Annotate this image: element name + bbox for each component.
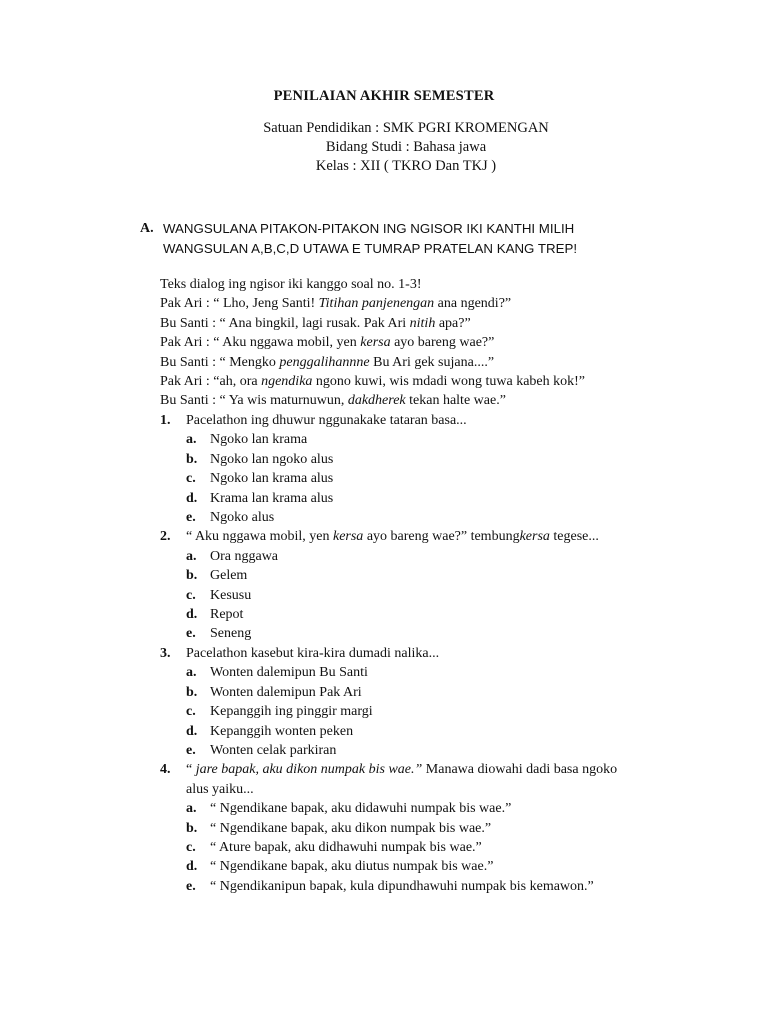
- question-4: [160, 760, 680, 896]
- option-a: a. Ngoko lan krama: [186, 432, 308, 448]
- dialog-line: Pak Ari : “ Aku nggawa mobil, yen kersa ayo bareng wae?”: [160, 335, 495, 351]
- option-c: c. Ngoko lan krama alus: [186, 471, 334, 487]
- dialog-line: Pak Ari : “ah, ora ngendika ngono kuwi, wis mdadi wong tuwa kabeh kok!”: [160, 374, 585, 390]
- question-text-line-2: alus yaiku...: [186, 781, 254, 797]
- section-letter: A.: [140, 221, 154, 236]
- dialog-block: [160, 275, 680, 411]
- question-text: “ Aku nggawa mobil, yen kersa ayo bareng wae?” tembungkersa tegese...: [186, 529, 599, 545]
- question-2: [160, 527, 680, 643]
- instruction-line-1: WANGSULANA PITAKON-PITAKON ING NGISOR IKI KANTHI MILIH: [163, 221, 575, 236]
- question-text: Pacelathon kasebut kira-kira dumadi nalika...: [186, 645, 440, 661]
- option-d: d. Repot: [186, 607, 244, 623]
- option-d: d. Krama lan krama alus: [186, 490, 334, 506]
- option-a: a. Ora nggawa: [186, 548, 279, 564]
- question-number: 2.: [160, 529, 171, 545]
- option-b: b. Ngoko lan ngoko alus: [186, 451, 334, 467]
- subject-info: Bidang Studi : Bahasa jawa: [325, 139, 487, 155]
- option-a: a. “ Ngendikane bapak, aku didawuhi numpak bis wae.”: [186, 801, 512, 817]
- dialog-line: Bu Santi : “ Ana bingkil, lagi rusak. Pak Ari nitih apa?”: [160, 315, 471, 331]
- dialog-line: Pak Ari : “ Lho, Jeng Santi! Titihan panjenengan ana ngendi?”: [160, 296, 512, 312]
- option-e: e. Ngoko alus: [186, 510, 275, 526]
- instruction-line-2: WANGSULAN A,B,C,D UTAWA E TUMRAP PRATELAN KANG TREP!: [163, 240, 578, 256]
- option-d: d. Kepanggih wonten peken: [186, 723, 354, 739]
- option-c: c. Kepanggih ing pinggir margi: [186, 704, 373, 720]
- question-3: [160, 644, 680, 760]
- question-number: 1.: [160, 413, 171, 428]
- dialog-intro: Teks dialog ing ngisor iki kanggo soal no. 1-3!: [160, 277, 422, 292]
- question-text: “ jare bapak, aku dikon numpak bis wae.” Manawa diowahi dadi basa ngoko: [186, 762, 618, 778]
- question-1: [160, 411, 680, 527]
- dialog-line: Bu Santi : “ Ya wis maturnuwun, dakdherek tekan halte wae.”: [160, 393, 506, 409]
- question-number: 3.: [160, 645, 171, 661]
- class-info: Kelas : XII ( TKRO Dan TKJ ): [315, 158, 497, 174]
- question-text: Pacelathon ing dhuwur nggunakake tataran basa...: [186, 413, 467, 428]
- dialog-line: Bu Santi : “ Mengko penggalihannne Bu Ari gek sujana....”: [160, 354, 495, 370]
- option-c: c. “ Ature bapak, aku didhawuhi numpak bis wae.”: [186, 839, 482, 855]
- option-e: e. Seneng: [186, 626, 252, 642]
- option-c: c. Kesusu: [186, 587, 252, 603]
- question-number: 4.: [160, 762, 171, 778]
- option-d: d. “ Ngendikane bapak, aku diutus numpak bis wae.”: [186, 859, 494, 875]
- option-e: e. “ Ngendikanipun bapak, kula dipundhawuhi numpak bis kemawon.”: [186, 878, 594, 894]
- document-title: PENILAIAN AKHIR SEMESTER: [273, 88, 495, 104]
- option-b: b. Wonten dalemipun Pak Ari: [186, 684, 362, 700]
- question-list: [160, 411, 680, 896]
- option-e: e. Wonten celak parkiran: [186, 742, 337, 758]
- section-instruction: [163, 219, 643, 258]
- option-b: b. Gelem: [186, 568, 248, 584]
- option-a: a. Wonten dalemipun Bu Santi: [186, 665, 368, 681]
- option-b: b. “ Ngendikane bapak, aku dikon numpak bis wae.”: [186, 820, 492, 836]
- school-info: Satuan Pendidikan : SMK PGRI KROMENGAN: [263, 120, 549, 136]
